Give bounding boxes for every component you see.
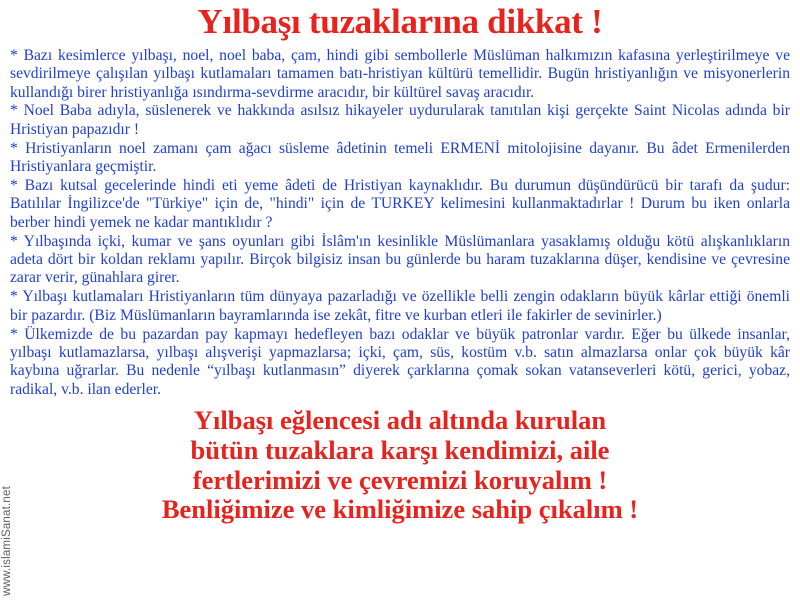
closing-statement bbox=[10, 406, 790, 525]
paragraph: * Ülkemizde de bu pazardan pay kapmayı hedefleyen bazı odaklar ve büyük patronlar vardır. Eğer bu ülkede insanlar, yılbaşı kutlamazlarsa, yılbaşı alışverişi yapmazlarsa; içki, çam, süs, kostüm v.b. satın almazlarsa onlar çok büyük kâr kaybına uğrarlar. Bu nedenle “yılbaşı kutlanmasın” diyerek çarklarına çomak sokan vatanseverleri kötü, gerici, yobaz, radikal, v.b. ilan ederler. bbox=[10, 325, 790, 398]
paragraph: * Bazı kutsal gecelerinde hindi eti yeme âdeti de Hristiyan kaynaklıdır. Bu durumun düşündürücü bir tarafı da şudur: Batılılar İngilizce'de "Türkiye" için de, "hindi" için de TURKEY kelimesini kullanmaktadırlar ! Durum bu iken onlarla berber hindi yemek ne kadar mantıklıdır ? bbox=[10, 176, 790, 231]
paragraph: * Hristiyanların noel zamanı çam ağacı süsleme âdetinin temeli ERMENİ mitolojisine dayanır. Bu âdet Ermenilerden Hristiyanlara geçmiştir. bbox=[10, 139, 790, 176]
paragraph: * Noel Baba adıyla, süslenerek ve hakkında asılsız hikayeler uydurularak tanıtılan kişi gerçekte Saint Nicolas adında bir Hristiyan papazıdır ! bbox=[10, 102, 790, 138]
closing-line: fertlerimizi ve çevremizi koruyalım ! bbox=[192, 464, 608, 495]
closing-line: Yılbaşı eğlencesi adı altında kurulan bbox=[193, 405, 607, 436]
paragraph: * Yılbaşında içki, kumar ve şans oyunları gibi İslâm'ın kesinlikle Müslümanlara yasaklamış olduğu kötü alışkanlıkların adeta dört bir koldan reklamı yapılır. Birçok bilgisiz insan bu günlerde bu haram tuzaklarına düşer, kendisine ve çevresine zarar verir, günahlara girer. bbox=[10, 232, 790, 287]
body-text bbox=[10, 47, 790, 399]
paragraph: * Yılbaşı kutlamaları Hristiyanların tüm dünyaya pazarladığı ve özellikle belli zengin odakların büyük kârlar ettiği önemli bir pazardır. (Biz Müslümanların bayramlarında ise zekât, fitre ve kurban etleri ile fakirler de sevinirler.) bbox=[10, 288, 790, 324]
paragraph: * Bazı kesimlerce yılbaşı, noel, noel baba, çam, hindi gibi sembollerle Müslüman halkımızın kafasına yerleştirilmeye ve sevdirilmeye çalışılan yılbaşı kutlamaları tamamen batı-hristiyan kültürü temellidir. Bugün hristiyanlığın ve misyonerlerin kullandığı birer hristiyanlığa ısındırma-sevdirme aracıdır, bir kültürel savaş aracıdır. bbox=[10, 46, 790, 101]
page-title: Yılbaşı tuzaklarına dikkat ! bbox=[197, 2, 603, 41]
closing-line: Benliğimize ve kimliğimize sahip çıkalım ! bbox=[161, 494, 639, 525]
closing-line: bütün tuzaklara karşı kendimizi, aile bbox=[190, 434, 610, 465]
watermark: www.islamiSanat.net bbox=[1, 486, 13, 596]
